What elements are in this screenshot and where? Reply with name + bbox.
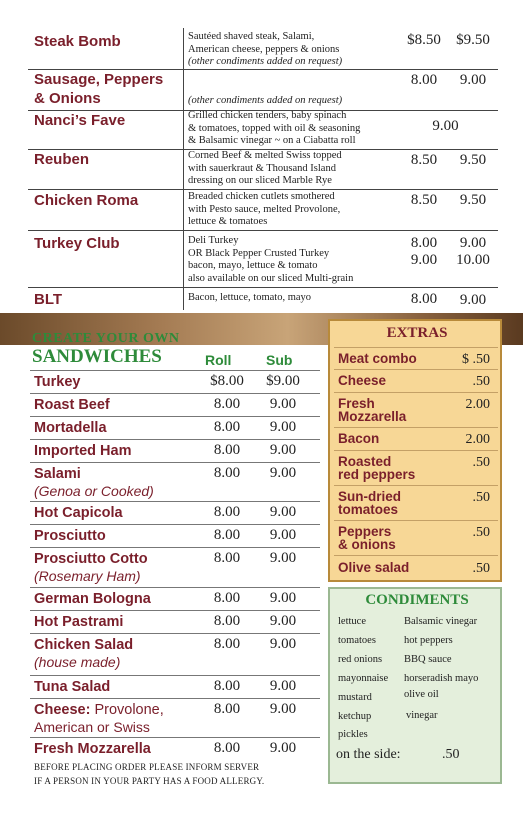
sandwich-name: Turkey <box>34 374 81 390</box>
name-line: Sausage, Peppers <box>34 71 164 88</box>
price-roll: 8.50 <box>410 192 438 208</box>
sub-price: 9.00 <box>269 504 297 520</box>
sub-price: 9.00 <box>269 419 297 435</box>
price-sub: 9.00 <box>459 72 487 88</box>
condiment-item: tomatoes <box>338 635 376 646</box>
price-roll: $8.50 <box>407 32 441 48</box>
price-sub: 9.50 <box>459 152 487 168</box>
item-name: Nanci’s Fave <box>34 112 126 129</box>
sandwich-row-mortadella <box>30 416 320 440</box>
price-sub-1: 9.00 <box>459 235 487 251</box>
on-the-side-price: .50 <box>442 747 460 762</box>
sandwich-name: Hot Pastrami <box>34 614 124 630</box>
sandwich-row-hot-capicola <box>30 501 320 525</box>
sub-price: 9.00 <box>269 465 297 481</box>
sandwich-name: Hot Capicola <box>34 505 123 521</box>
item-name <box>34 70 163 108</box>
sub-price: $9.00 <box>266 373 300 389</box>
sandwich-row-prosciutto-cotto <box>30 547 320 587</box>
price-sub <box>448 235 498 269</box>
menu-item-blt <box>28 287 498 311</box>
desc-line: bacon, mayo, lettuce & tomato <box>188 260 318 271</box>
extra-price: .50 <box>472 490 490 505</box>
sandwich-row-prosciutto <box>30 524 320 548</box>
menu-item-chicken-roma <box>28 189 498 231</box>
item-name: Turkey Club <box>34 235 120 252</box>
sandwich-row-turkey <box>30 370 320 394</box>
desc-line: Grilled chicken tenders, baby spinach <box>188 110 347 121</box>
extra-name: Bacon <box>338 431 380 446</box>
price-roll: 8.00 <box>410 291 438 307</box>
desc-line: dressing on our sliced Marble Rye <box>188 175 332 186</box>
roll-price: $8.00 <box>210 373 244 389</box>
sandwich-name: Prosciutto Cotto <box>34 551 148 567</box>
item-description: Bacon, lettuce, tomato, mayo <box>188 292 312 303</box>
extra-bacon <box>334 427 498 451</box>
extra-name-line: Fresh <box>338 396 375 411</box>
menu-item-turkey-club <box>28 230 498 288</box>
extra-cheese <box>334 369 498 393</box>
extra-name: Cheese <box>338 373 387 388</box>
extra-name-line: Peppers <box>338 524 392 539</box>
price-sub: $9.50 <box>456 32 490 48</box>
on-the-side-label: on the side: <box>336 747 401 762</box>
desc-line: OR Black Pepper Crusted Turkey <box>188 247 330 259</box>
roll-price: 8.00 <box>213 613 241 629</box>
menu-item-sausage-peppers <box>28 69 498 111</box>
roll-price: 8.00 <box>213 550 241 566</box>
price: 9.00 <box>432 118 459 134</box>
section-subtitle: SANDWICHES <box>32 346 162 367</box>
desc-line: American cheese, peppers & onions <box>188 43 340 55</box>
column-header-roll: Roll <box>205 352 232 368</box>
sandwich-note: (Rosemary Ham) <box>34 568 141 584</box>
cheese-options: Provolone, <box>90 702 164 718</box>
sandwich-row-german-bologna <box>30 587 320 611</box>
column-header-sub: Sub <box>266 352 293 368</box>
condiment-item: mustard <box>338 692 372 703</box>
price-sub-2: 10.00 <box>456 252 490 268</box>
desc-line: with sauerkraut & Thousand Island <box>188 162 336 174</box>
item-name: Chicken Roma <box>34 192 139 209</box>
extra-name <box>338 490 401 516</box>
sandwich-name: Roast Beef <box>34 397 110 413</box>
roll-price: 8.00 <box>213 740 241 756</box>
desc-line: Sautéed shaved steak, Salami, <box>188 31 315 42</box>
extra-price: .50 <box>472 455 490 470</box>
desc-line: also available on our sliced Multi-grain <box>188 272 354 284</box>
allergy-notice-line-1: BEFORE PLACING ORDER PLEASE INFORM SERVER <box>34 762 260 772</box>
sub-price: 9.00 <box>269 590 297 606</box>
item-name: Reuben <box>34 151 90 168</box>
price-roll <box>403 235 445 269</box>
sub-price: 9.00 <box>269 636 297 652</box>
section-title: CREATE YOUR OWN <box>32 331 180 346</box>
extra-name-line: Sun-dried <box>338 489 401 504</box>
sandwich-row-salami <box>30 462 320 502</box>
extra-name <box>338 397 406 423</box>
extra-name <box>338 455 415 481</box>
condiment-item: mayonnaise <box>338 673 389 684</box>
sandwich-name: Chicken Salad <box>34 637 134 653</box>
condiment-item: Balsamic vinegar <box>404 616 478 627</box>
cheese-label: Cheese: <box>34 702 91 718</box>
desc-line: Breaded chicken cutlets smothered <box>188 191 335 202</box>
sub-price: 9.00 <box>269 550 297 566</box>
sub-price: 9.00 <box>269 613 297 629</box>
roll-price: 8.00 <box>213 442 241 458</box>
sub-price: 9.00 <box>269 701 297 717</box>
extra-olive-salad <box>334 555 498 580</box>
condiment-item: lettuce <box>338 616 366 627</box>
item-description <box>188 150 388 188</box>
sandwich-row-hot-pastrami <box>30 610 320 634</box>
extra-price: .50 <box>472 561 490 576</box>
sandwich-name: German Bologna <box>34 591 151 607</box>
condiment-item: horseradish mayo <box>404 673 479 684</box>
condiments-box <box>328 587 502 784</box>
price-sub: 9.00 <box>459 292 487 308</box>
price-roll: 8.00 <box>410 72 438 88</box>
menu-item-nancis-fave <box>28 110 498 150</box>
sub-price: 9.00 <box>269 396 297 412</box>
sandwich-row-tuna-salad <box>30 675 320 699</box>
extra-price: .50 <box>472 374 490 389</box>
item-description <box>188 110 388 148</box>
sub-price: 9.00 <box>269 740 297 756</box>
condiment-item: vinegar <box>406 710 438 721</box>
sandwich-row-chicken-salad <box>30 633 320 675</box>
roll-price: 8.00 <box>213 678 241 694</box>
roll-price: 8.00 <box>213 701 241 717</box>
roll-price: 8.00 <box>213 465 241 481</box>
item-description: (other condiments added on request) <box>188 95 343 106</box>
extra-price: $ .50 <box>462 352 490 367</box>
desc-line: lettuce & tomatoes <box>188 216 268 227</box>
sub-price: 9.00 <box>269 442 297 458</box>
item-description <box>188 31 388 69</box>
extra-peppers-onions <box>334 520 498 556</box>
item-description <box>188 191 388 229</box>
sandwich-note: American or Swiss <box>34 719 150 735</box>
condiment-item: BBQ sauce <box>404 654 452 665</box>
extra-roasted-red-peppers <box>334 450 498 486</box>
menu-item-reuben <box>28 149 498 190</box>
sandwich-note: (Genoa or Cooked) <box>34 483 154 499</box>
extra-price: 2.00 <box>465 432 490 447</box>
extras-title: EXTRAS <box>386 325 448 341</box>
extras-box <box>328 319 502 582</box>
condiment-item: olive oil <box>404 689 439 700</box>
sub-price: 9.00 <box>269 527 297 543</box>
roll-price: 8.00 <box>213 636 241 652</box>
price-roll-1: 8.00 <box>410 235 438 251</box>
extra-name <box>338 525 396 551</box>
desc-line: Deli Turkey <box>188 235 239 246</box>
price-roll-2: 9.00 <box>410 252 438 268</box>
sandwich-row-cheese <box>30 698 320 738</box>
sandwich-name <box>34 701 164 719</box>
sandwich-row-imported-ham <box>30 439 320 463</box>
roll-price: 8.00 <box>213 504 241 520</box>
extra-name-line: Roasted <box>338 454 392 469</box>
sandwich-name: Mortadella <box>34 420 107 436</box>
item-name: Steak Bomb <box>34 33 121 50</box>
sub-price: 9.00 <box>269 678 297 694</box>
price-sub: 9.50 <box>459 192 487 208</box>
sandwich-row-roast-beef <box>30 393 320 417</box>
allergy-notice-line-2: IF A PERSON IN YOUR PARTY HAS A FOOD ALLERGY. <box>34 776 265 786</box>
extra-price: .50 <box>472 525 490 540</box>
sandwich-name: Tuna Salad <box>34 679 111 695</box>
extra-fresh-mozzarella <box>334 392 498 428</box>
condiment-item: pickles <box>338 729 368 740</box>
extra-name: Olive salad <box>338 560 410 575</box>
desc-line: (other condiments added on request) <box>188 56 343 67</box>
roll-price: 8.00 <box>213 396 241 412</box>
price-roll: 8.50 <box>410 152 438 168</box>
condiment-item: red onions <box>338 654 383 665</box>
item-description <box>188 235 388 285</box>
sandwich-note: (house made) <box>34 654 121 670</box>
sandwich-name: Prosciutto <box>34 528 106 544</box>
extra-name-line: & onions <box>338 537 396 552</box>
condiment-item: ketchup <box>338 711 372 722</box>
roll-price: 8.00 <box>213 590 241 606</box>
desc-line: & tomatoes, topped with oil & seasoning <box>188 122 361 134</box>
name-line: & Onions <box>34 90 101 107</box>
extra-name-line: red peppers <box>338 467 416 482</box>
sandwich-name: Fresh Mozzarella <box>34 741 151 757</box>
roll-price: 8.00 <box>213 527 241 543</box>
extra-meat-combo <box>334 347 498 370</box>
sandwich-row-fresh-mozzarella <box>30 737 320 760</box>
extra-price: 2.00 <box>465 397 490 412</box>
sandwich-name: Imported Ham <box>34 443 132 459</box>
sandwich-name: Salami <box>34 466 81 482</box>
roll-price: 8.00 <box>213 419 241 435</box>
extra-name-line: tomatoes <box>338 502 399 517</box>
desc-line: with Pesto sauce, melted Provolone, <box>188 203 341 215</box>
desc-line: & Balsamic vinegar ~ on a Ciabatta roll <box>188 135 356 146</box>
condiments-title: CONDIMENTS <box>365 592 469 608</box>
desc-line: Corned Beef & melted Swiss topped <box>188 150 342 161</box>
extra-name: Meat combo <box>338 351 417 366</box>
extra-name-line: Mozzarella <box>338 409 407 424</box>
condiment-item: hot peppers <box>404 635 453 646</box>
extra-sun-dried-tomatoes <box>334 485 498 521</box>
item-name: BLT <box>34 291 63 308</box>
menu-item-steak-bomb <box>28 28 498 70</box>
